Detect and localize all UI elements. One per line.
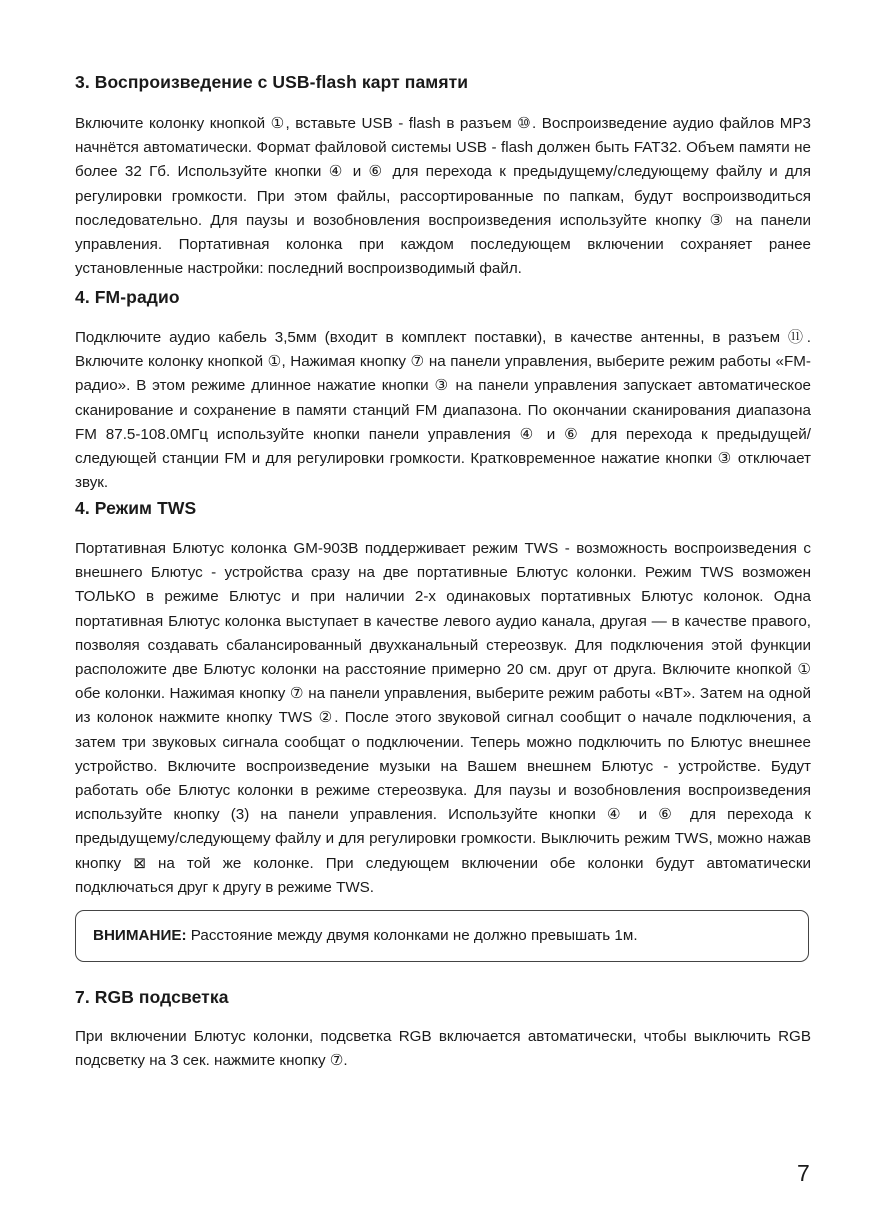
- section-heading-rgb: 7. RGB подсветка: [75, 987, 229, 1007]
- warning-box: [75, 910, 809, 962]
- section-heading-tws: 4. Режим TWS: [75, 498, 197, 518]
- section-body-rgb: При включении Блютус колонки, подсветка RGB включается автоматически, чтобы выключить RGB подсветку на 3 сек. нажмите кнопку ⑦.: [75, 1028, 811, 1070]
- section-body-fm: Подключите аудио кабель 3,5мм (входит в комплект поставки), в качестве антенны, в разъем ⑪. Включите колонку кнопкой ①, Нажимая кнопку ⑦ на панели управления, выберите режим работы «FM-радио». В этом режиме длинное нажатие кнопки ③ на панели управления запускает автоматическое сканирование и сохранение в памяти станций FM диапазона. По окончании сканирования диапазона FM 87.5-108.0МГц используйте кнопки панели управления ④ и ⑥ для перехода к предыдущей/следующей станции FM и для регулировки громкости. Кратковременное нажатие кнопки ③ отключает звук.: [75, 329, 811, 492]
- warning-label: ВНИМАНИЕ:: [93, 927, 187, 944]
- section-body-tws: Портативная Блютус колонка GM-903B поддерживает режим TWS - возможность воспроизведения с внешнего Блютус - устройства сразу на две портативные Блютус колонки. Режим TWS возможен ТОЛЬКО в режиме Блютус и при наличии 2-х одинаковых портативных Блютус колонок. Одна портативная Блютус колонка выступает в качестве левого аудио канала, другая — в качестве правого, позволяя создавать сбалансированный двухканальный стереозвук. Для подключения этой функции расположите две Блютус колонки на расстояние примерно 20 см. друг от друга. Включите кнопкой ① обе колонки. Нажимая кнопку ⑦ на панели управления, выберите режим работы «BT». Затем на одной из колонок нажмите кнопку TWS ②. После этого звуковой сигнал сообщит о начале подключения, а затем три звуковых сигнала сообщат о подключении. Теперь можно подключить по Блютус внешнее устройство. Включите воспроизведение музыки на Вашем внешнем Блютус - устройстве. Будут работать обе Блютус колонки в режиме стереозвука. Для паузы и возобновления воспроизведения используйте кнопку (3) на панели управления. Используйте кнопки ④ и ⑥ для перехода к предыдущему/следующему файлу и для регулировки громкости. Выключить режим TWS, можно нажав кнопку ⊠ на той же колонке. При следующем включении обе колонки будут автоматически подключаться друг к другу в режиме TWS.: [75, 540, 811, 896]
- warning-message: Расстояние между двумя колонками не должно превышать 1м.: [186, 927, 638, 944]
- warning-text: [93, 926, 638, 946]
- section-heading-usb: 3. Воспроизведение с USB-flash карт памяти: [75, 72, 469, 92]
- section-body-usb: Включите колонку кнопкой ①, вставьте USB - flash в разъем ⑩. Воспроизведение аудио файлов MP3 начнётся автоматически. Формат файловой системы USB - flash должен быть FAT32. Объем памяти не более 32 Гб. Используйте кнопки ④ и ⑥ для перехода к предыдущему/следующему файлу и для регулировки громкости. При этом файлы, рассортированные по папкам, будут воспроизводиться последовательно. Для паузы и возобновления воспроизведения используйте кнопку ③ на панели управления. Портативная колонка при каждом последующем включении сохраняет ранее установленные настройки: последний воспроизводимый файл.: [75, 115, 811, 278]
- section-heading-fm: 4. FM-радио: [75, 287, 180, 307]
- page-number: 7: [797, 1160, 810, 1186]
